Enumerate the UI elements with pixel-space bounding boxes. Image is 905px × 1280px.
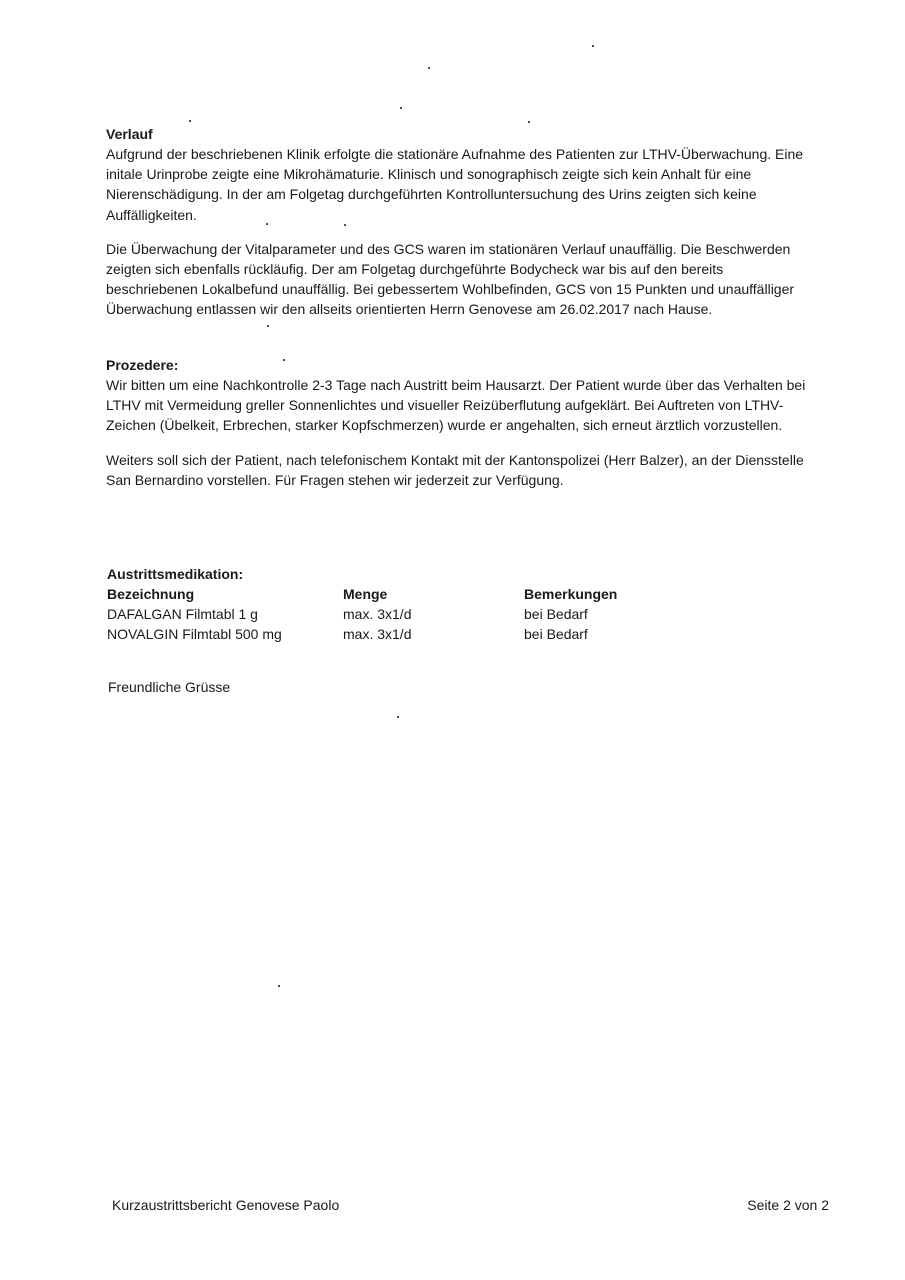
column-header-bezeichnung: Bezeichnung (107, 586, 195, 602)
scan-speck (528, 121, 530, 123)
medication-dose: max. 3x1/d (343, 606, 412, 622)
footer-page-number: Seite 2 von 2 (747, 1197, 829, 1213)
prozedere-section (106, 355, 818, 490)
column-header-bemerkungen: Bemerkungen (524, 586, 618, 602)
verlauf-paragraph-2: Die Überwachung der Vitalparameter und des GCS waren im stationären Verlauf unauffällig. Die Beschwerden zeigten sich ebenfalls rückläufig. Der am Folgetag durchgeführte Bodycheck war bis auf den bereits beschriebenen Lokalbefund unauffällig. Bei gebessertem Wohlbefinden, GCS von 15 Punkten und unauffälliger Überwachung entlassen wir den allseits orientierten Herrn Genovese am 26.02.2017 nach Hause. (106, 240, 795, 318)
scan-speck (397, 716, 399, 718)
scan-speck (400, 107, 402, 109)
medication-remark: bei Bedarf (524, 626, 588, 642)
table-row (107, 626, 724, 646)
scan-speck (267, 325, 269, 327)
verlauf-section (106, 124, 818, 320)
verlauf-paragraph-1: Aufgrund der beschriebenen Klinik erfolgte die stationäre Aufnahme des Patienten zur LTHV-Überwachung. Eine initale Urinprobe zeigte eine Mikrohämaturie. Klinisch und sonographisch zeigte sich kein Anhalt für eine Nierenschädigung. In der am Folgetag durchgeführten Kontrolluntersuchung des Urins zeigten sich keine Auffälligkeiten. (106, 146, 804, 223)
medication-remark: bei Bedarf (524, 606, 588, 622)
table-header-row (107, 586, 724, 606)
scan-speck (189, 120, 191, 122)
prozedere-paragraph-1: Wir bitten um eine Nachkontrolle 2-3 Tage nach Austritt beim Hausarzt. Der Patient wurde über das Verhalten bei LTHV mit Vermeidung greller Sonnenlichtes und visueller Reizüberflutung aufgeklärt. Bei Auftreten von LTHV-Zeichen (Übelkeit, Erbrechen, starker Kopfschmerzen) wurde er angehalten, sich erneut ärztlich vorzustellen. (106, 377, 806, 434)
footer-document-title: Kurzaustrittsbericht Genovese Paolo (112, 1197, 340, 1213)
prozedere-paragraph-2: Weiters soll sich der Patient, nach telefonischem Kontakt mit der Kantonspolizei (Herr Balzer), an der Diensstelle San Bernardino vorstellen. Für Fragen stehen wir jederzeit zur Verfügung. (106, 451, 804, 488)
closing-greeting: Freundliche Grüsse (108, 679, 231, 695)
table-row (107, 606, 724, 626)
scan-speck (592, 45, 594, 47)
medication-dose: max. 3x1/d (343, 626, 412, 642)
medication-heading: Austrittsmedikation: (107, 566, 244, 582)
medication-name: DAFALGAN Filmtabl 1 g (107, 606, 258, 622)
column-header-menge: Menge (343, 586, 388, 602)
prozedere-heading: Prozedere: (106, 357, 179, 373)
scan-speck (278, 985, 280, 987)
verlauf-heading: Verlauf (106, 126, 153, 142)
scan-speck (428, 67, 430, 69)
medication-name: NOVALGIN Filmtabl 500 mg (107, 626, 282, 642)
medication-table (107, 566, 724, 646)
